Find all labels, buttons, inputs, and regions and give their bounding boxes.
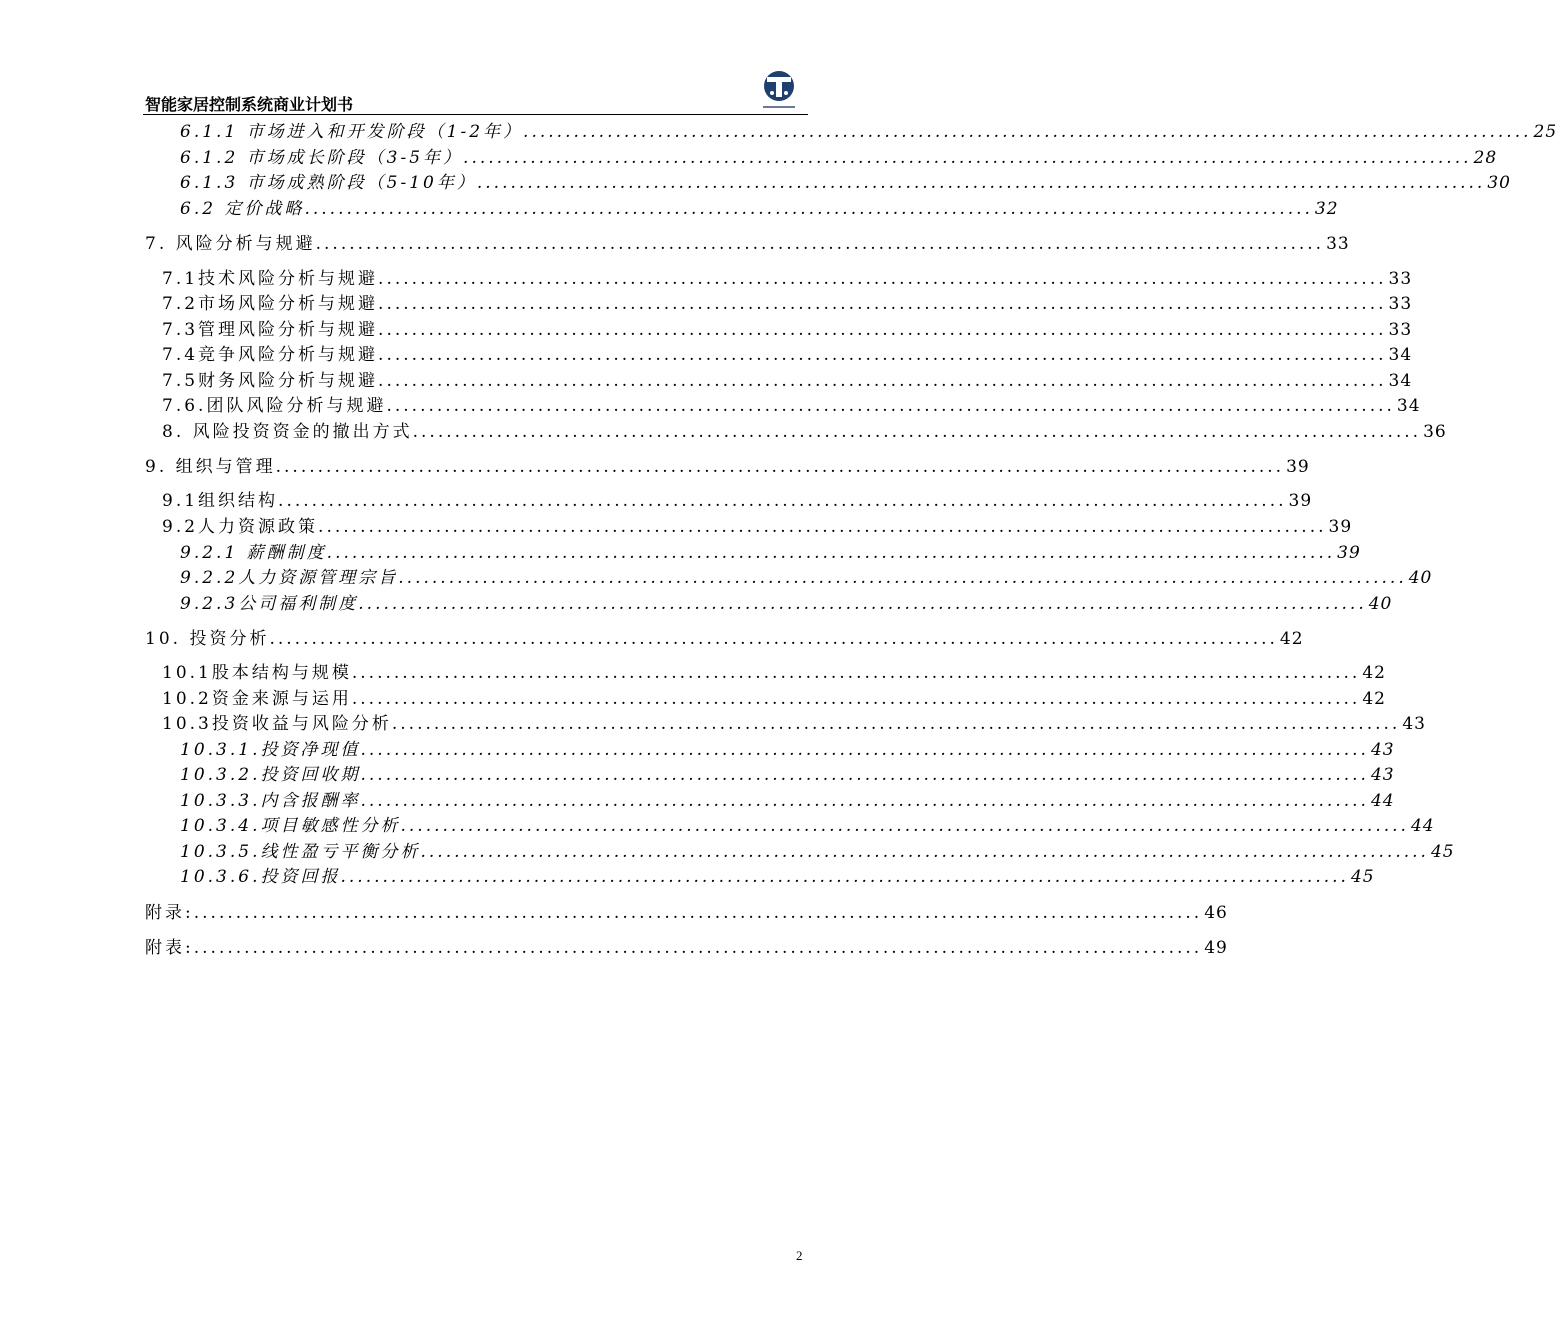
- toc-entry[interactable]: [180, 194, 1339, 219]
- toc-entry[interactable]: [180, 837, 1455, 862]
- toc-entry-page: 34: [1396, 396, 1421, 416]
- toc-entry[interactable]: [145, 624, 1304, 649]
- toc-entry[interactable]: [162, 512, 1353, 537]
- toc-dot-leader: ........................................................................................................................: [523, 122, 1532, 142]
- toc-entry-title: 10.3.2.投资回收期: [180, 765, 361, 785]
- toc-entry[interactable]: [180, 589, 1393, 614]
- toc-entry-page: 33: [1326, 234, 1350, 254]
- toc-entry-page: 40: [1368, 594, 1393, 614]
- toc-entry-title: 7.3管理风险分析与规避: [162, 320, 379, 340]
- toc-entry[interactable]: [180, 786, 1395, 811]
- toc-entry[interactable]: [145, 898, 1228, 923]
- toc-entry-title: 10.3.1.投资净现值: [180, 740, 361, 760]
- toc-entry-page: 43: [1370, 765, 1395, 785]
- toc-dot-leader: ........................................................................................................................: [378, 345, 1387, 365]
- toc-entry-title: 10.2资金来源与运用: [162, 689, 352, 709]
- toc-entry-page: 49: [1204, 938, 1228, 958]
- page-number: 2: [796, 1248, 803, 1263]
- toc-entry-title: 7. 风险分析与规避: [145, 234, 316, 254]
- toc-entry-title: 9.1组织结构: [162, 491, 279, 511]
- toc-dot-leader: ........................................................................................................................: [275, 457, 1285, 477]
- toc-entry-page: 34: [1388, 345, 1413, 365]
- toc-entry-title: 10.1股本结构与规模: [162, 663, 352, 683]
- toc-entry[interactable]: [145, 933, 1228, 958]
- toc-entry[interactable]: [180, 862, 1375, 887]
- toc-dot-leader: ........................................................................................................................: [398, 568, 1407, 588]
- toc-entry-page: 30: [1487, 173, 1511, 193]
- toc-dot-leader: ........................................................................................................................: [412, 422, 1422, 442]
- toc-entry-page: 42: [1362, 663, 1386, 683]
- toc-dot-leader: ........................................................................................................................: [318, 517, 1327, 537]
- toc-entry-title: 6.1.1 市场进入和开发阶段（1-2年）: [180, 122, 524, 142]
- toc-entry[interactable]: [162, 391, 1421, 416]
- toc-dot-leader: ........................................................................................................................: [269, 629, 1278, 649]
- toc-entry-title: 8. 风险投资资金的撤出方式: [162, 422, 413, 442]
- toc-dot-leader: ........................................................................................................................: [378, 371, 1387, 391]
- toc-entry-title: 10.3.4.项目敏感性分析: [180, 816, 401, 836]
- toc-dot-leader: ........................................................................................................................: [351, 689, 1361, 709]
- toc-entry-title: 7.5财务风险分析与规避: [162, 371, 379, 391]
- toc-entry-page: 43: [1402, 714, 1426, 734]
- toc-entry-page: 36: [1423, 422, 1447, 442]
- toc-entry[interactable]: [180, 117, 1557, 142]
- toc-entry-title: 7.4竞争风险分析与规避: [162, 345, 379, 365]
- toc-entry-title: 9.2.2人力资源管理宗旨: [180, 568, 399, 588]
- toc-entry[interactable]: [180, 760, 1395, 785]
- toc-dot-leader: ........................................................................................................................: [326, 543, 1336, 563]
- toc-entry-page: 33: [1388, 294, 1413, 314]
- toc-entry-title: 10.3.6.投资回报: [180, 867, 341, 887]
- toc-entry-title: 附录:: [145, 903, 194, 923]
- toc-dot-leader: ........................................................................................................................: [193, 903, 1203, 923]
- toc-entry-page: 34: [1388, 371, 1413, 391]
- toc-entry-page: 32: [1314, 199, 1339, 219]
- company-logo-icon: [760, 70, 798, 112]
- toc-entry-page: 44: [1370, 791, 1395, 811]
- toc-entry-page: 33: [1388, 269, 1413, 289]
- toc-entry[interactable]: [180, 811, 1435, 836]
- toc-entry-page: 39: [1337, 543, 1361, 563]
- toc-entry[interactable]: [180, 168, 1511, 193]
- toc-dot-leader: ........................................................................................................................: [476, 173, 1486, 193]
- toc-entry-title: 附表:: [145, 938, 194, 958]
- toc-entry[interactable]: [162, 315, 1413, 340]
- toc-entry-page: 28: [1473, 148, 1498, 168]
- toc-entry-page: 25: [1533, 122, 1557, 142]
- toc-dot-leader: ........................................................................................................................: [386, 396, 1395, 416]
- toc-entry-title: 6.1.3 市场成熟阶段（5-10年）: [180, 173, 477, 193]
- toc-entry-title: 9.2.3公司福利制度: [180, 594, 359, 614]
- toc-entry-page: 42: [1279, 629, 1304, 649]
- toc-entry-page: 45: [1430, 842, 1455, 862]
- toc-dot-leader: ........................................................................................................................: [378, 320, 1387, 340]
- toc-dot-leader: ........................................................................................................................: [360, 765, 1369, 785]
- toc-entry[interactable]: [162, 709, 1426, 734]
- header-divider: [143, 114, 808, 115]
- toc-entry[interactable]: [180, 735, 1395, 760]
- toc-entry-title: 7.1技术风险分析与规避: [162, 269, 379, 289]
- toc-entry[interactable]: [180, 563, 1433, 588]
- toc-entry-title: 10. 投资分析: [145, 629, 270, 649]
- toc-entry-page: 33: [1388, 320, 1413, 340]
- document-header-title: 智能家居控制系统商业计划书: [145, 95, 354, 114]
- toc-entry-title: 9.2人力资源政策: [162, 517, 319, 537]
- toc-dot-leader: ........................................................................................................................: [315, 234, 1325, 254]
- toc-entry-page: 39: [1328, 517, 1353, 537]
- toc-dot-leader: ........................................................................................................................: [378, 294, 1387, 314]
- toc-dot-leader: ........................................................................................................................: [358, 594, 1367, 614]
- toc-dot-leader: ........................................................................................................................: [400, 816, 1409, 836]
- toc-entry[interactable]: [162, 366, 1413, 391]
- toc-dot-leader: ........................................................................................................................: [360, 740, 1369, 760]
- toc-entry[interactable]: [162, 486, 1313, 511]
- toc-dot-leader: ........................................................................................................................: [378, 269, 1387, 289]
- toc-dot-leader: ........................................................................................................................: [193, 938, 1203, 958]
- toc-entry-page: 40: [1408, 568, 1433, 588]
- toc-entry-page: 43: [1370, 740, 1395, 760]
- toc-entry-page: 39: [1288, 491, 1313, 511]
- toc-entry-page: 44: [1410, 816, 1435, 836]
- toc-dot-leader: ........................................................................................................................: [360, 791, 1369, 811]
- toc-entry[interactable]: [162, 658, 1386, 683]
- toc-entry-title: 9.2.1 薪酬制度: [180, 543, 327, 563]
- toc-entry-title: 7.2市场风险分析与规避: [162, 294, 379, 314]
- toc-entry[interactable]: [145, 452, 1310, 477]
- toc-entry[interactable]: [162, 340, 1413, 365]
- toc-entry[interactable]: [162, 417, 1447, 442]
- toc-entry-page: 42: [1362, 689, 1386, 709]
- toc-dot-leader: ........................................................................................................................: [463, 148, 1472, 168]
- toc-entry-title: 9. 组织与管理: [145, 457, 276, 477]
- toc-entry-page: 39: [1286, 457, 1310, 477]
- toc-entry-title: 6.2 定价战略: [180, 199, 305, 219]
- toc-entry-title: 10.3.5.线性盈亏平衡分析: [180, 842, 421, 862]
- toc-entry-page: 46: [1204, 903, 1228, 923]
- toc-entry-title: 6.1.2 市场成长阶段（3-5年）: [180, 148, 464, 168]
- toc-entry[interactable]: [145, 229, 1350, 254]
- toc-entry[interactable]: [180, 538, 1361, 563]
- toc-dot-leader: ........................................................................................................................: [351, 663, 1361, 683]
- toc-dot-leader: ........................................................................................................................: [304, 199, 1313, 219]
- toc-entry[interactable]: [180, 143, 1498, 168]
- toc-entry-title: 10.3.3.内含报酬率: [180, 791, 361, 811]
- toc-entry[interactable]: [162, 264, 1413, 289]
- toc-entry-title: 10.3投资收益与风险分析: [162, 714, 392, 734]
- toc-entry-title: 7.6.团队风险分析与规避: [162, 396, 387, 416]
- toc-dot-leader: ........................................................................................................................: [278, 491, 1287, 511]
- toc-dot-leader: ........................................................................................................................: [420, 842, 1429, 862]
- toc-entry-page: 45: [1350, 867, 1375, 887]
- toc-dot-leader: ........................................................................................................................: [340, 867, 1349, 887]
- toc-entry[interactable]: [162, 289, 1413, 314]
- toc-entry[interactable]: [162, 684, 1386, 709]
- toc-dot-leader: ........................................................................................................................: [391, 714, 1401, 734]
